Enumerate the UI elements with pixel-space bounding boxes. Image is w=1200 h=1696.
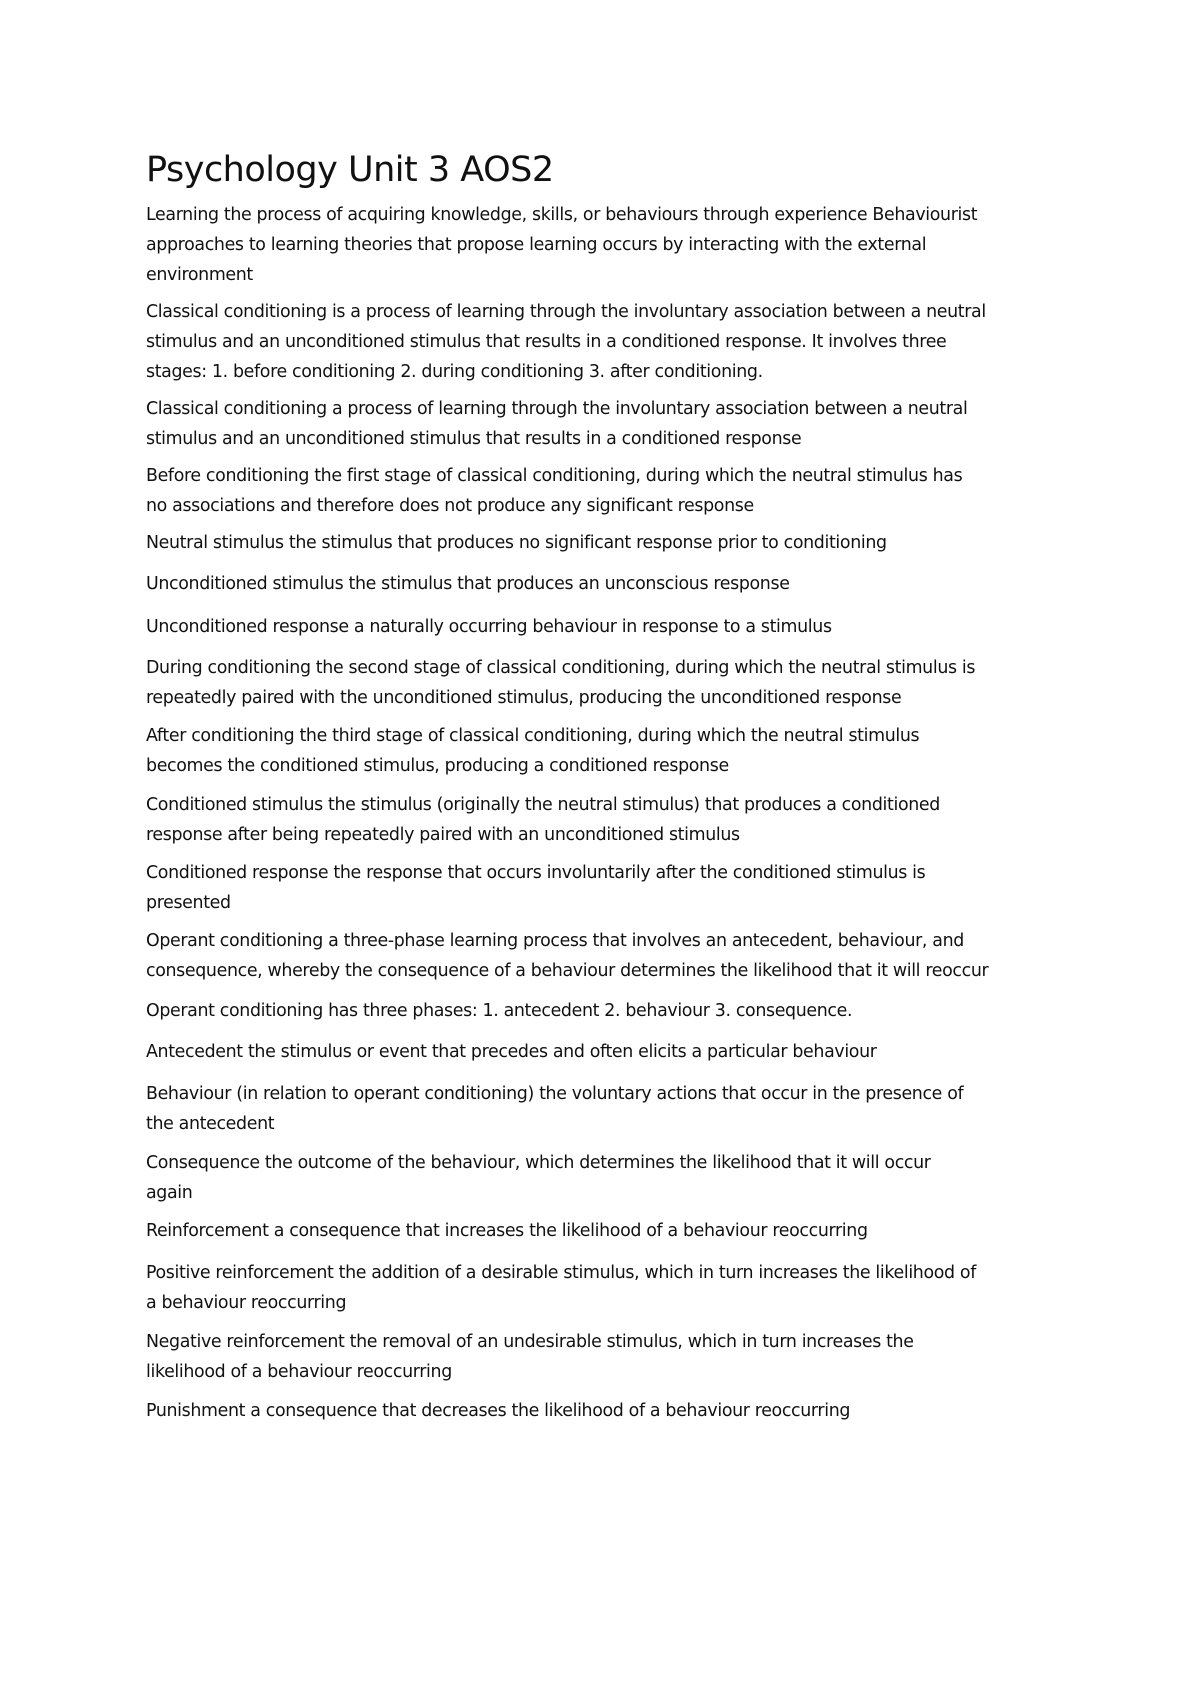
text-line: the antecedent (146, 1114, 275, 1134)
text-line: Operant conditioning a three-phase learning process that involves an antecedent, behaviour, and (146, 931, 964, 951)
text-line: After conditioning the third stage of classical conditioning, during which the neutral stimulus (146, 726, 920, 746)
paragraph (146, 1327, 1086, 1387)
text-line: environment (146, 265, 253, 285)
text-line: stimulus and an unconditioned stimulus that results in a conditioned response. It involves three (146, 332, 947, 352)
paragraph (146, 297, 1086, 387)
text-line: Punishment a consequence that decreases the likelihood of a behaviour reoccurring (146, 1401, 851, 1421)
text-line: Positive reinforcement the addition of a desirable stimulus, which in turn increases the likelihood of (146, 1263, 976, 1283)
text-line: Behaviour (in relation to operant conditioning) the voluntary actions that occur in the presence of (146, 1084, 964, 1104)
text-line: Reinforcement a consequence that increases the likelihood of a behaviour reoccurring (146, 1221, 868, 1241)
text-line: consequence, whereby the consequence of a behaviour determines the likelihood that it will reoccur (146, 961, 989, 981)
text-line: Negative reinforcement the removal of an undesirable stimulus, which in turn increases the (146, 1332, 914, 1352)
paragraph (146, 1037, 1086, 1067)
text-line: Conditioned stimulus the stimulus (originally the neutral stimulus) that produces a conditioned (146, 795, 940, 815)
paragraph (146, 653, 1086, 713)
paragraph (146, 394, 1086, 454)
text-line: Classical conditioning a process of learning through the involuntary association between a neutral (146, 399, 968, 419)
text-line: Before conditioning the first stage of classical conditioning, during which the neutral stimulus has (146, 466, 963, 486)
text-line: Classical conditioning is a process of learning through the involuntary association between a neutral (146, 302, 986, 322)
paragraph (146, 721, 1086, 781)
paragraph (146, 790, 1086, 850)
text-line: likelihood of a behaviour reoccurring (146, 1362, 452, 1382)
text-line: presented (146, 893, 231, 913)
text-line: a behaviour reoccurring (146, 1293, 347, 1313)
text-line: stimulus and an unconditioned stimulus that results in a conditioned response (146, 429, 802, 449)
text-line: repeatedly paired with the unconditioned stimulus, producing the unconditioned response (146, 688, 902, 708)
paragraph (146, 858, 1086, 918)
paragraph (146, 926, 1086, 986)
paragraph (146, 612, 1086, 642)
text-line: no associations and therefore does not produce any significant response (146, 496, 754, 516)
text-line: Antecedent the stimulus or event that precedes and often elicits a particular behaviour (146, 1042, 877, 1062)
paragraph (146, 569, 1086, 599)
document-title: Psychology Unit 3 AOS2 (146, 150, 554, 190)
text-line: response after being repeatedly paired with an unconditioned stimulus (146, 825, 740, 845)
text-line: Conditioned response the response that occurs involuntarily after the conditioned stimulus is (146, 863, 926, 883)
text-line: Operant conditioning has three phases: 1. antecedent 2. behaviour 3. consequence. (146, 1001, 853, 1021)
text-line: approaches to learning theories that propose learning occurs by interacting with the external (146, 235, 927, 255)
paragraph (146, 996, 1086, 1026)
paragraph (146, 1079, 1086, 1139)
text-line: Consequence the outcome of the behaviour, which determines the likelihood that it will occur (146, 1153, 931, 1173)
text-line: Learning the process of acquiring knowledge, skills, or behaviours through experience Behaviourist (146, 205, 978, 225)
paragraph (146, 1258, 1086, 1318)
text-line: again (146, 1183, 193, 1203)
text-line: Unconditioned stimulus the stimulus that produces an unconscious response (146, 574, 790, 594)
paragraph (146, 528, 1086, 558)
text-line: stages: 1. before conditioning 2. during conditioning 3. after conditioning. (146, 362, 763, 382)
text-line: During conditioning the second stage of classical conditioning, during which the neutral stimulus is (146, 658, 976, 678)
paragraph (146, 1396, 1086, 1426)
text-line: Unconditioned response a naturally occurring behaviour in response to a stimulus (146, 617, 832, 637)
paragraph (146, 1216, 1086, 1246)
paragraph (146, 1148, 1086, 1208)
paragraph (146, 200, 1086, 290)
paragraph (146, 461, 1086, 521)
text-line: Neutral stimulus the stimulus that produces no significant response prior to conditioning (146, 533, 887, 553)
text-line: becomes the conditioned stimulus, producing a conditioned response (146, 756, 729, 776)
